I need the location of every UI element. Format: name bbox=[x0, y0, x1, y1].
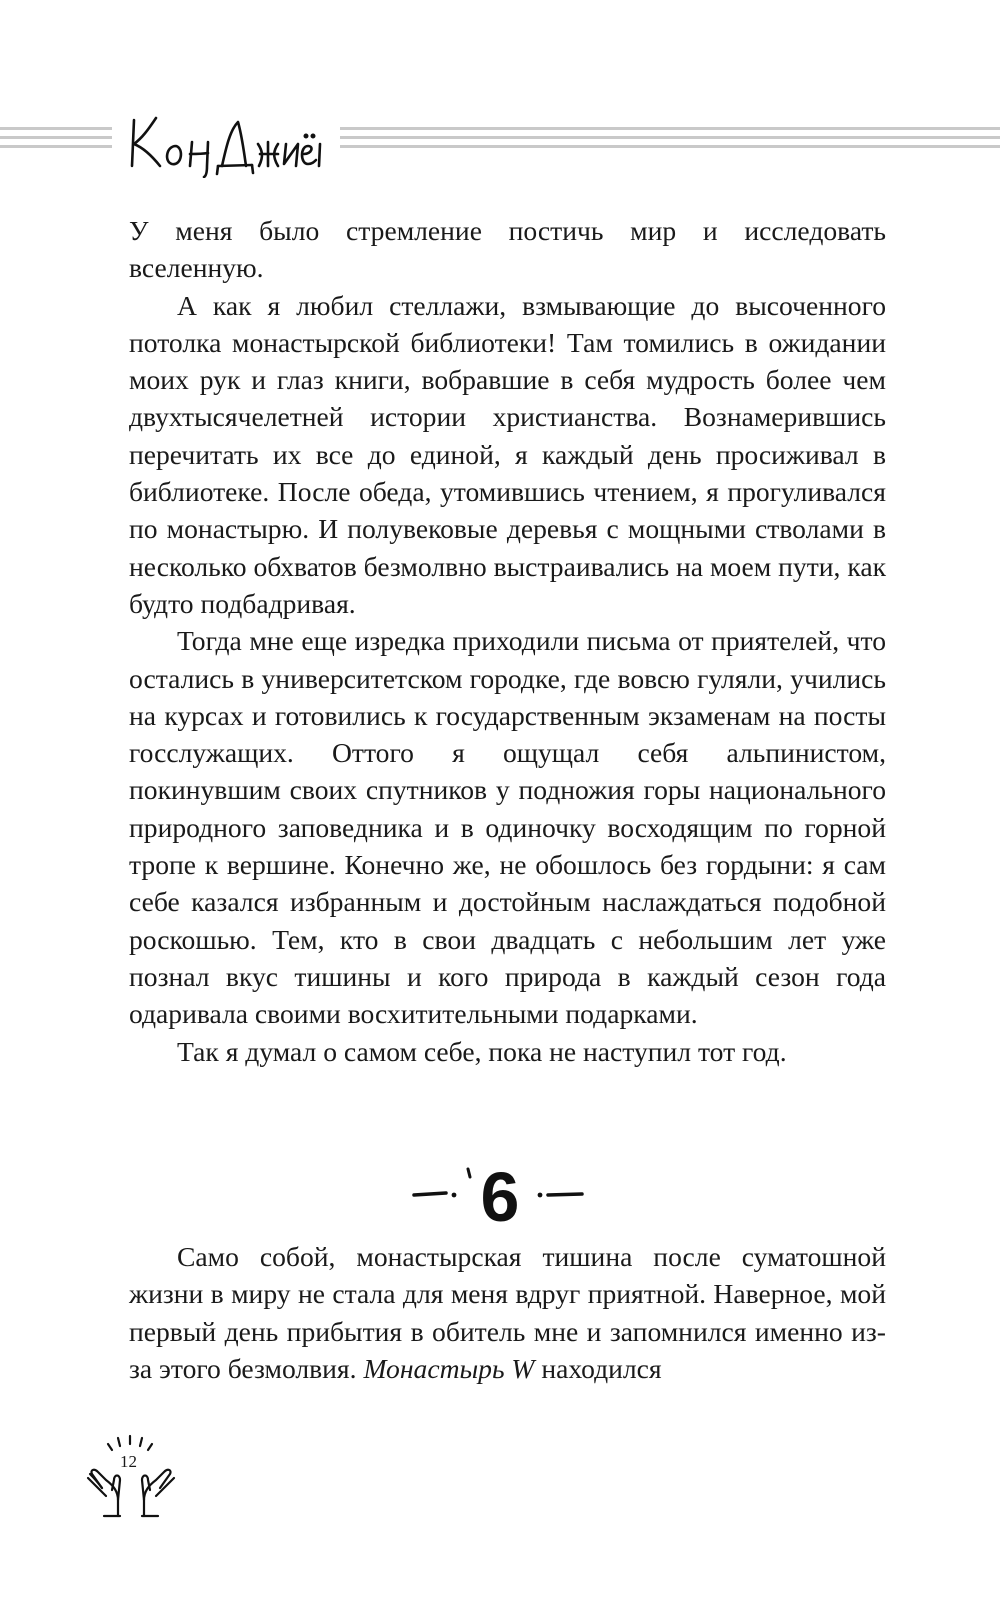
header-rule-left bbox=[0, 127, 112, 157]
praying-hands-icon bbox=[84, 1434, 179, 1524]
monastery-name: Монастырь W bbox=[363, 1352, 535, 1384]
page-footer bbox=[84, 1434, 179, 1524]
paragraph: У меня было стремление постичь мир и исследовать вселенную. bbox=[129, 215, 886, 284]
paragraph: Так я думал о самом себе, пока не наступил тот год. bbox=[177, 1035, 787, 1067]
paragraph-end: находился bbox=[534, 1352, 662, 1384]
page-number: 12 bbox=[120, 1452, 137, 1471]
paragraph: Тогда мне еще изредка приходили письма от приятелей, что остались в университетском городке, где вовсю гуляли, учились на курсах и готовились к государственным экзаменам на посты госслужащих. Оттого я ощущал себя альпинистом, покинувшим своих спутников у подножия горы национального природного заповедника и в одиночку восходящим по горной тропе к вершине. Конечно же, не обошлось без гордыни: я сам себе казался избранным и достойным наслаждаться подобной роскошью. Тем, кто в свои двадцать с небольшим лет уже познал вкус тишины и кого природа в каждый сезон года одаривала своими восхитительными подарками. bbox=[129, 625, 886, 1030]
running-header bbox=[0, 108, 1000, 178]
header-rule-right bbox=[340, 127, 1000, 157]
paragraph: А как я любил стеллажи, взмывающие до высоченного потолка монастырской библиотеки! Там томились в ожидании моих рук и глаз книги, вобравшие в себя мудрость более чем двухтысячелетней истории христианства. Вознамерившись перечитать их все до единой, я каждый день просиживал в библиотеке. После обеда, утомившись чтением, я прогуливался по монастырю. И полувековые деревья с мощными стволами в несколько обхватов безмолвно выстраивались на моем пути, как будто подбадривая. bbox=[129, 289, 886, 619]
body-text-block bbox=[129, 212, 886, 1070]
author-name bbox=[126, 108, 326, 178]
author-handwritten bbox=[126, 108, 326, 178]
section-number-text: 6 bbox=[480, 1158, 520, 1235]
section-number bbox=[410, 1155, 590, 1235]
paragraph-start: Само собой, монастырская тишина после суматошной жизни в миру не стала для меня вдруг приятной. Наверное, мой первый день прибытия в обитель мне и запомнился именно из-за этого безмолвия. bbox=[129, 1241, 886, 1384]
section-number-glyph bbox=[410, 1155, 590, 1235]
body-text-block-2 bbox=[129, 1238, 886, 1387]
paragraph bbox=[129, 1238, 886, 1387]
